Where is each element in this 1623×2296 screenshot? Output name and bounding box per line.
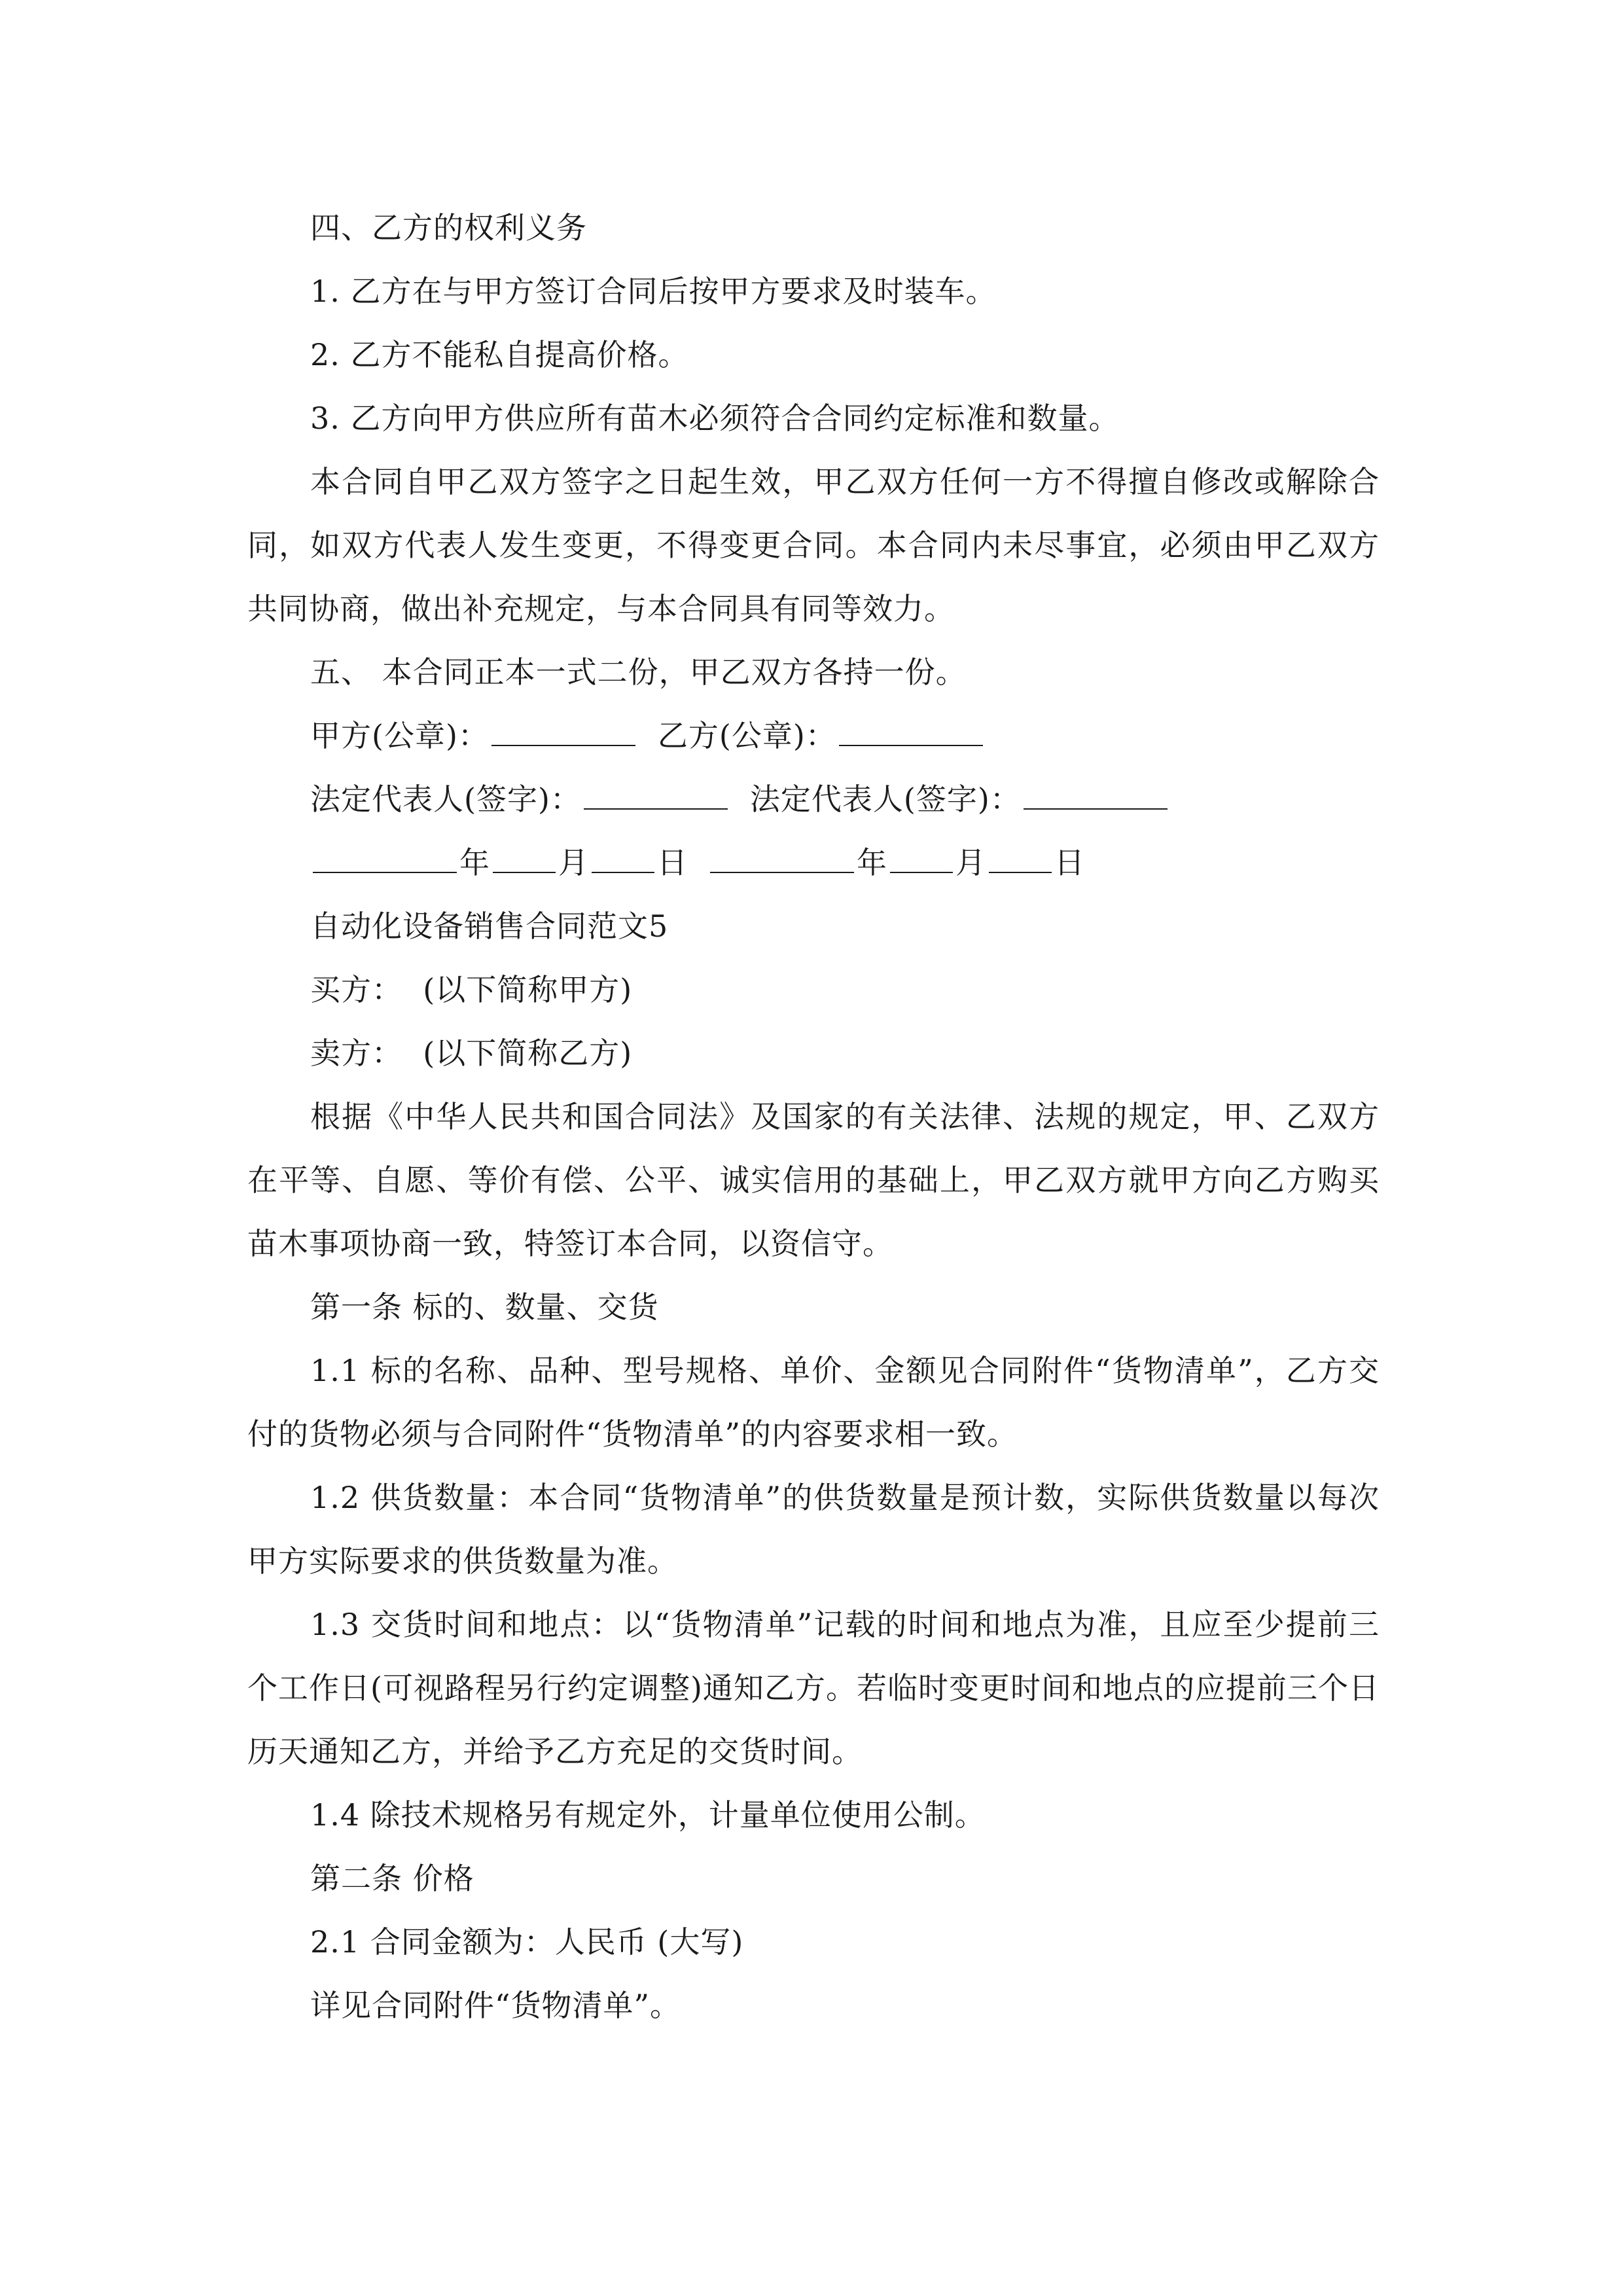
article-2-note: 详见合同附件“货物清单”。: [310, 1988, 681, 2023]
party-b-seal-label: 乙方(公章)：: [657, 718, 836, 753]
article-1-1: 1.1 标的名称、品种、型号规格、单价、金额见合同附件“货物清单”，乙方交付的货物必须与合同附件“货物清单”的内容要求相一致。: [247, 1353, 1380, 1452]
date-a-month-label: 月: [558, 845, 589, 880]
article-2-1: 2.1 合同金额为：人民币 (大写): [310, 1924, 744, 1960]
section-4-item-1: 1. 乙方在与甲方签订合同后按甲方要求及时装车。: [310, 274, 997, 309]
date-line: [247, 831, 1380, 895]
section-4-title: 四、乙方的权利义务: [310, 210, 587, 245]
rep-a-blank: [584, 778, 728, 810]
seller-line: 卖方： (以下简称乙方): [310, 1035, 633, 1071]
article-1-4: 1.4 除技术规格另有规定外，计量单位使用公制。: [310, 1797, 986, 1833]
buyer-line: 买方： (以下简称甲方): [310, 972, 633, 1007]
date-a-year-label: 年: [459, 845, 490, 880]
date-b-year-label: 年: [857, 845, 887, 880]
rep-b-blank: [1024, 778, 1168, 810]
contract-5-title: 自动化设备销售合同范文5: [310, 908, 669, 944]
section-4-paragraph: 本合同自甲乙双方签字之日起生效，甲乙双方任何一方不得擅自修改或解除合同，如双方代表人发生变更，不得变更合同。本合同内未尽事宜，必须由甲乙双方共同协商，做出补充规定，与本合同具有同等效力。: [247, 464, 1380, 626]
document-page: [247, 196, 1380, 2037]
section-5-title: 五、 本合同正本一式二份，甲乙双方各持一份。: [310, 655, 967, 690]
date-b-year-blank: [710, 842, 854, 873]
party-a-seal-label: 甲方(公章)：: [310, 718, 489, 753]
party-b-seal-blank: [839, 715, 983, 746]
date-b-day-label: 日: [1054, 845, 1085, 880]
date-a-day-label: 日: [657, 845, 688, 880]
date-b-month-label: 月: [955, 845, 986, 880]
date-b-month-blank: [890, 842, 953, 873]
date-b-day-blank: [989, 842, 1052, 873]
rep-b-label: 法定代表人(签字)：: [749, 781, 1021, 817]
date-a-day-blank: [592, 842, 654, 873]
party-a-seal-blank: [491, 715, 635, 746]
article-1-title: 第一条 标的、数量、交货: [310, 1289, 659, 1325]
representative-line: [247, 768, 1380, 831]
date-a-year-blank: [313, 842, 457, 873]
rep-a-label: 法定代表人(签字)：: [310, 781, 581, 817]
section-4-item-2: 2. 乙方不能私自提高价格。: [310, 337, 689, 372]
article-2-title: 第二条 价格: [310, 1861, 474, 1896]
article-1-2: 1.2 供货数量：本合同“货物清单”的供货数量是预计数，实际供货数量以每次甲方实际要求的供货数量为准。: [247, 1480, 1380, 1579]
seal-line: [247, 704, 1380, 768]
section-4-item-3: 3. 乙方向甲方供应所有苗木必须符合合同约定标准和数量。: [310, 401, 1120, 436]
article-1-3: 1.3 交货时间和地点：以“货物清单”记载的时间和地点为准，且应至少提前三个工作日(可视路程另行约定调整)通知乙方。若临时变更时间和地点的应提前三个日历天通知乙方，并给予乙方充足的交货时间。: [247, 1607, 1380, 1769]
preamble-paragraph: 根据《中华人民共和国合同法》及国家的有关法律、法规的规定，甲、乙双方在平等、自愿、等价有偿、公平、诚实信用的基础上，甲乙双方就甲方向乙方购买苗木事项协商一致，特签订本合同，以资信守。: [247, 1099, 1380, 1261]
date-a-month-blank: [493, 842, 556, 873]
